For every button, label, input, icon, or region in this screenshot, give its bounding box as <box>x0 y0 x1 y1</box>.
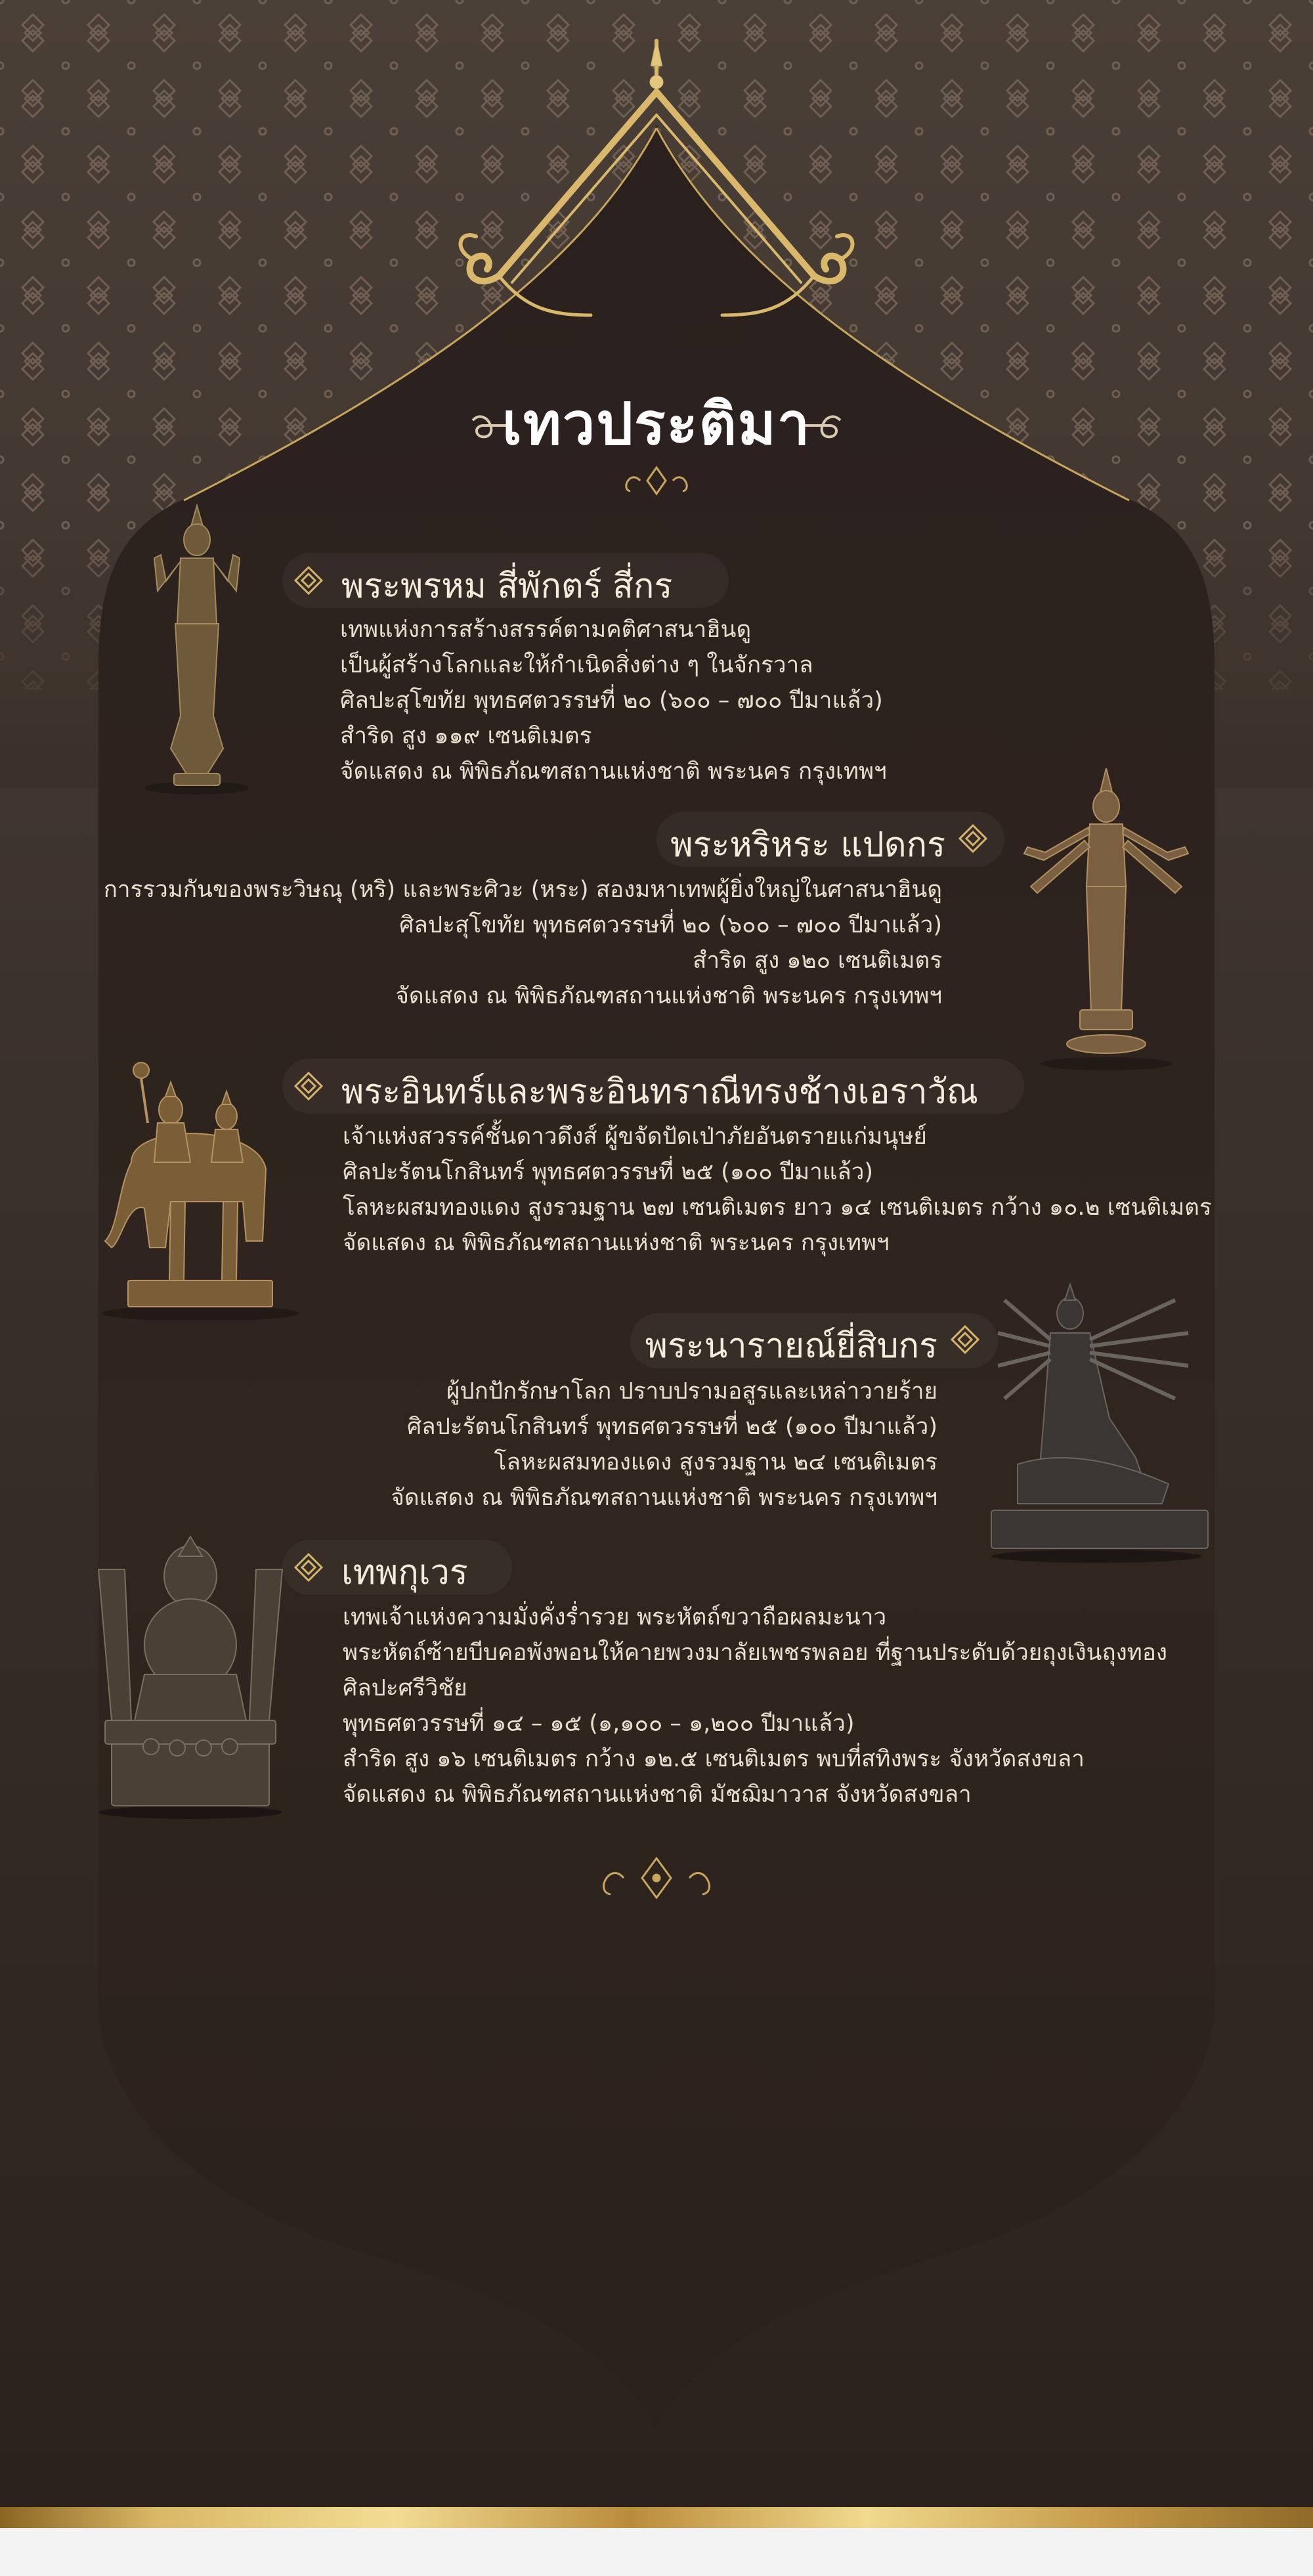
item-heading-2: พระหริหระ แปดกร <box>670 825 945 865</box>
diamond-ornament-icon <box>951 1325 979 1354</box>
detail-line: โลหะผสมทองแดง สูงรวมฐาน ๒๔ เซนติเมตร <box>494 1449 937 1475</box>
detail-line: จัดแสดง ณ พิพิธภัณฑสถานแห่งชาติ มัชฌิมาวาส จังหวัดสงขลา <box>343 1781 972 1808</box>
item-heading-5: เทพกุเวร <box>341 1553 468 1592</box>
item-details-3 <box>343 1119 1212 1261</box>
kubera-statue-image <box>85 1530 295 1819</box>
detail-line: ศิลปะสุโขทัย พุทธศตวรรษที่ ๒๐ (๖๐๐ – ๗๐๐ ปีมาแล้ว) <box>399 912 942 938</box>
footer-strip <box>0 2528 1313 2576</box>
detail-line: สำริด สูง ๑๖ เซนติเมตร กว้าง ๑๒.๕ เซนติเมตร พบที่สทิงพระ จังหวัดสงขลา <box>343 1746 1085 1772</box>
indra-airavata-statue-image <box>92 1031 309 1320</box>
page-title: เทวประติมา <box>502 389 811 458</box>
item-heading-1: พระพรหม สี่พักตร์ สี่กร <box>341 567 673 606</box>
item-details-2 <box>104 872 942 1014</box>
detail-line: จัดแสดง ณ พิพิธภัณฑสถานแห่งชาติ พระนคร กรุงเทพฯ <box>391 1485 937 1511</box>
detail-line: ศิลปะสุโขทัย พุทธศตวรรษที่ ๒๐ (๖๐๐ – ๗๐๐ ปีมาแล้ว) <box>340 688 883 714</box>
detail-line: เจ้าแห่งสวรรค์ชั้นดาวดึงส์ ผู้ขจัดปัดเป่าภัยอันตรายแก่มนุษย์ <box>343 1124 927 1150</box>
diamond-ornament-icon <box>294 1072 323 1101</box>
item-details-5 <box>343 1600 1167 1812</box>
detail-line: สำริด สูง ๑๒๐ เซนติเมตร <box>693 948 942 974</box>
detail-line: เทพเจ้าแห่งความมั่งคั่งร่ำรวย พระหัตถ์ขวาถือผลมะนาว <box>343 1604 887 1630</box>
detail-line: ศิลปะรัตนโกสินทร์ พุทธศตวรรษที่ ๒๕ (๑๐๐ ปีมาแล้ว) <box>343 1159 874 1185</box>
item-details-1 <box>340 612 887 789</box>
diamond-ornament-icon <box>294 1553 323 1582</box>
item-details-4 <box>391 1374 937 1516</box>
detail-line: โลหะผสมทองแดง สูงรวมฐาน ๒๗ เซนติเมตร ยาว ๑๔ เซนติเมตร กว้าง ๑๐.๒ เซนติเมตร <box>343 1194 1212 1221</box>
narayana-twenty-arms-statue-image <box>978 1261 1215 1563</box>
footer-gold-bar <box>0 2507 1313 2528</box>
detail-line: พระหัตถ์ซ้ายบีบคอพังพอนให้คายพวงมาลัยเพชรพลอย ที่ฐานประดับด้วยถุงเงินถุงทอง <box>343 1640 1167 1666</box>
detail-line: จัดแสดง ณ พิพิธภัณฑสถานแห่งชาติ พระนคร กรุงเทพฯ <box>340 758 887 785</box>
detail-line: เทพแห่งการสร้างสรรค์ตามคติศาสนาฮินดู <box>340 617 752 643</box>
diamond-ornament-icon <box>294 566 323 595</box>
detail-line: ศิลปะรัตนโกสินทร์ พุทธศตวรรษที่ ๒๕ (๑๐๐ ปีมาแล้ว) <box>406 1414 937 1440</box>
diamond-ornament-icon <box>958 824 987 853</box>
brahma-statue-image <box>135 499 259 795</box>
detail-line: สำริด สูง ๑๑๙ เซนติเมตร <box>340 723 592 749</box>
item-heading-4: พระนารายณ์ยี่สิบกร <box>645 1326 937 1366</box>
detail-line: จัดแสดง ณ พิพิธภัณฑสถานแห่งชาติ พระนคร กรุงเทพฯ <box>395 983 942 1009</box>
detail-line: ศิลปะศรีวิชัย <box>343 1675 467 1701</box>
detail-line: พุทธศตวรรษที่ ๑๔ – ๑๕ (๑,๑๐๐ – ๑,๒๐๐ ปีมาแล้ว) <box>343 1711 855 1737</box>
detail-line: จัดแสดง ณ พิพิธภัณฑสถานแห่งชาติ พระนคร กรุงเทพฯ <box>343 1230 890 1256</box>
detail-line: การรวมกันของพระวิษณุ (หริ) และพระศิวะ (หระ) สองมหาเทพผู้ยิ่งใหญ่ในศาสนาฮินดู <box>103 877 942 903</box>
harihara-statue-image <box>1011 762 1201 1070</box>
item-heading-3: พระอินทร์และพระอินทราณีทรงช้างเอราวัณ <box>341 1072 979 1112</box>
detail-line: ผู้ปกปักรักษาโลก ปราบปรามอสูรและเหล่าวายร้าย <box>446 1378 937 1405</box>
detail-line: เป็นผู้สร้างโลกและให้กำเนิดสิ่งต่าง ๆ ในจักรวาล <box>340 652 813 678</box>
